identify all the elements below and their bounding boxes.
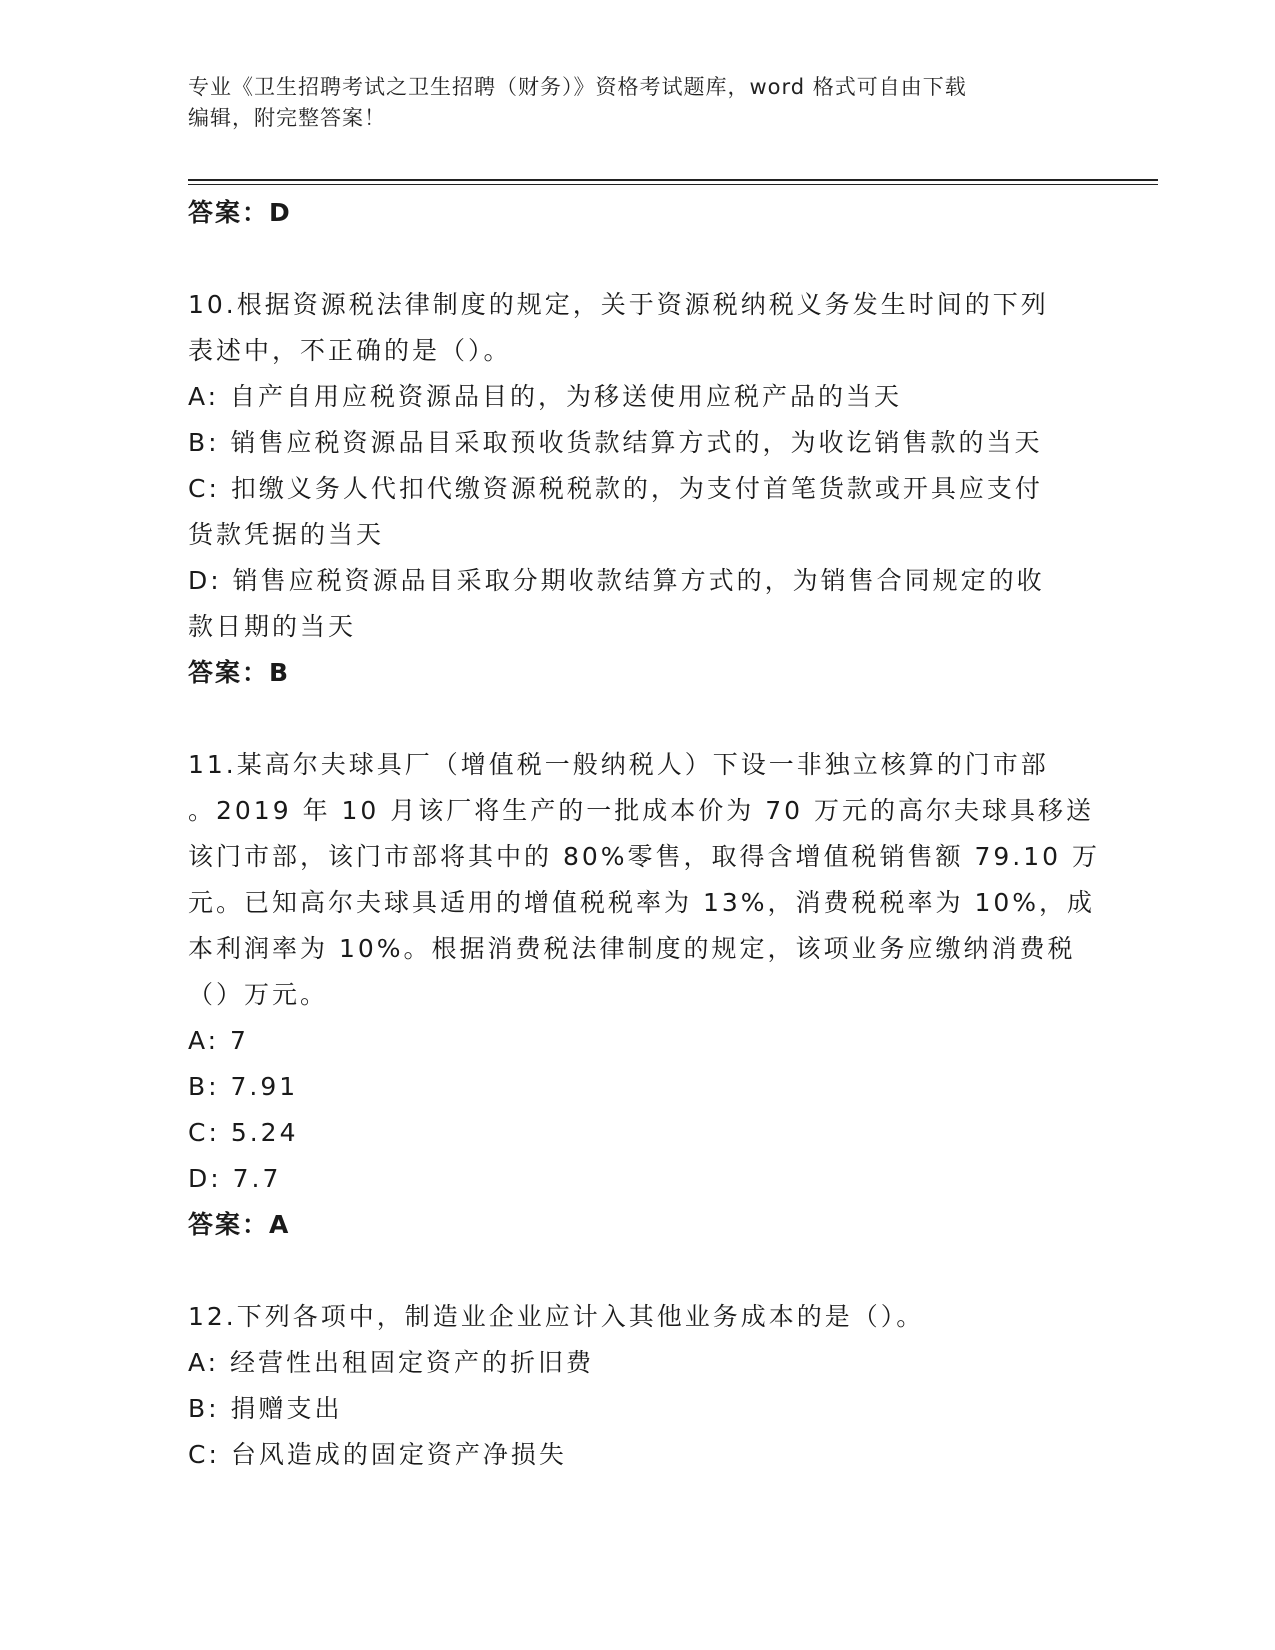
q11-stem-line: 本利润率为 10%。根据消费税法律制度的规定，该项业务应缴纳消费税: [188, 934, 1076, 963]
question-10: [188, 282, 1088, 696]
q11-option-d: D: 7.7: [188, 1164, 282, 1193]
q10-option-c: C: 扣缴义务人代扣代缴资源税税款的，为支付首笔货款或开具应支付: [188, 474, 1043, 503]
q10-option-d-cont: 款日期的当天: [188, 612, 357, 641]
previous-answer: 答案：D: [188, 198, 292, 227]
header-rule-thick: [188, 179, 1158, 181]
q11-stem-line: 11.某高尔夫球具厂（增值税一般纳税人）下设一非独立核算的门市部: [188, 750, 1049, 779]
q10-stem-line: 10.根据资源税法律制度的规定，关于资源税纳税义务发生时间的下列: [188, 290, 1049, 319]
q10-answer: 答案：B: [188, 658, 291, 687]
q11-option-c: C: 5.24: [188, 1118, 299, 1147]
q10-option-b: B: 销售应税资源品目采取预收货款结算方式的，为收讫销售款的当天: [188, 428, 1043, 457]
q11-stem-line: 元。已知高尔夫球具适用的增值税税率为 13%，消费税税率为 10%，成: [188, 888, 1096, 917]
q11-stem-line: 。2019 年 10 月该厂将生产的一批成本价为 70 万元的高尔夫球具移送: [188, 796, 1094, 825]
question-12: [188, 1294, 1088, 1478]
header-line-2: 编辑，附完整答案！: [188, 106, 386, 130]
question-content: [188, 190, 1100, 1478]
page-header: [188, 72, 1088, 134]
q10-option-c-cont: 货款凭据的当天: [188, 520, 385, 549]
header-rule-thin: [188, 184, 1158, 185]
q12-option-a: A: 经营性出租固定资产的折旧费: [188, 1348, 595, 1377]
header-line-1: 专业《卫生招聘考试之卫生招聘（财务）》资格考试题库，word 格式可自由下载: [188, 75, 967, 99]
q12-stem-line: 12.下列各项中，制造业企业应计入其他业务成本的是（）。: [188, 1302, 925, 1331]
q11-stem-line: （）万元。: [188, 980, 329, 1009]
q10-option-a: A: 自产自用应税资源品目的，为移送使用应税产品的当天: [188, 382, 903, 411]
q11-stem-line: 该门市部，该门市部将其中的 80%零售，取得含增值税销售额 79.10 万: [188, 842, 1100, 871]
q11-option-b: B: 7.91: [188, 1072, 299, 1101]
q10-option-d: D: 销售应税资源品目采取分期收款结算方式的，为销售合同规定的收: [188, 566, 1045, 595]
q11-option-a: A: 7: [188, 1026, 249, 1055]
q11-answer: 答案：A: [188, 1210, 291, 1239]
q12-option-c: C: 台风造成的固定资产净损失: [188, 1440, 567, 1469]
question-11: [188, 742, 1100, 1248]
q12-option-b: B: 捐赠支出: [188, 1394, 343, 1423]
q10-stem-line: 表述中，不正确的是（）。: [188, 336, 512, 365]
